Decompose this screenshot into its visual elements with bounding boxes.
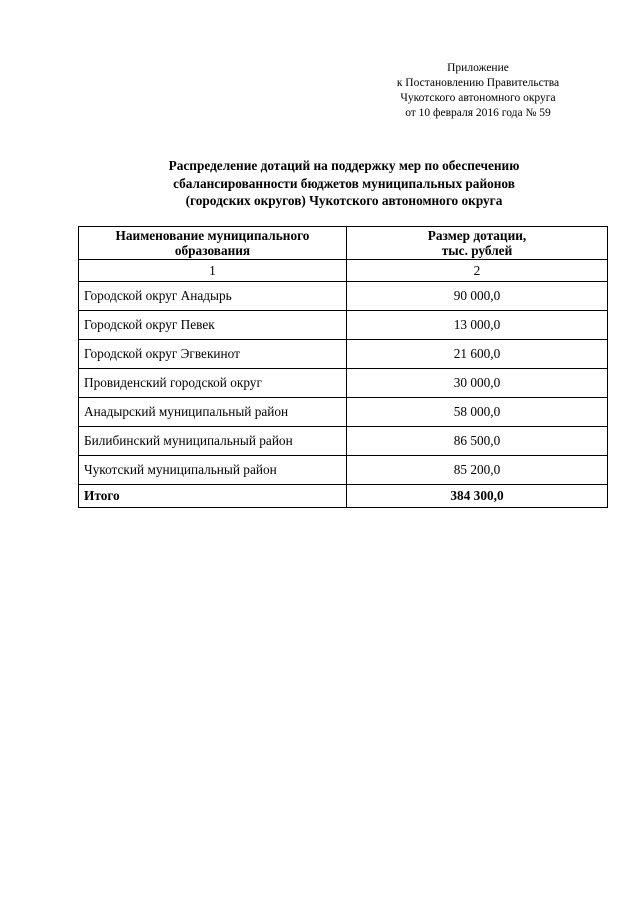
subsidy-value: 58 000,0 [347,398,608,427]
appendix-line: от 10 февраля 2016 года № 59 [405,107,551,119]
subsidy-table [78,226,608,508]
subsidy-value: 13 000,0 [347,311,608,340]
subsidy-value: 85 200,0 [347,456,608,485]
title-line: (городских округов) Чукотского автономного округа [185,193,503,208]
table-row [79,311,608,340]
appendix-block [372,61,584,121]
table-row [79,398,608,427]
subsidy-value: 21 600,0 [347,340,608,369]
subsidy-value: 90 000,0 [347,282,608,311]
table-row [79,340,608,369]
municipality-name: Чукотский муниципальный район [79,456,347,485]
header-municipality [79,227,347,260]
total-label: Итого [79,485,347,508]
total-row [79,485,608,508]
municipality-name: Городской округ Эгвекинот [79,340,347,369]
header-text: Наименование муниципального [115,228,310,243]
table-row [79,369,608,398]
document-title [80,157,608,210]
municipality-name: Провиденский городской округ [79,369,347,398]
table-header-row [79,227,608,260]
table-row [79,427,608,456]
header-text: Размер дотации, [427,228,527,243]
municipality-name: Городской округ Анадырь [79,282,347,311]
total-value: 384 300,0 [347,485,608,508]
appendix-line: Приложение [447,62,509,74]
subsidy-value: 30 000,0 [347,369,608,398]
municipality-name: Анадырский муниципальный район [79,398,347,427]
title-line: сбалансированности бюджетов муниципальных районов [173,175,515,191]
appendix-line: к Постановлению Правительства [396,77,560,89]
municipality-name: Городской округ Певек [79,311,347,340]
column-number: 2 [347,260,608,282]
title-line: Распределение дотаций на поддержку мер по обеспечению [168,158,520,173]
subsidy-value: 86 500,0 [347,427,608,456]
appendix-line: Чукотского автономного округа [400,92,556,104]
header-amount [347,227,608,260]
header-text: тыс. рублей [441,243,513,258]
column-number-row [79,260,608,282]
header-text: образования [174,243,251,258]
table-row [79,282,608,311]
column-number: 1 [79,260,347,282]
municipality-name: Билибинский муниципальный район [79,427,347,456]
table-row [79,456,608,485]
